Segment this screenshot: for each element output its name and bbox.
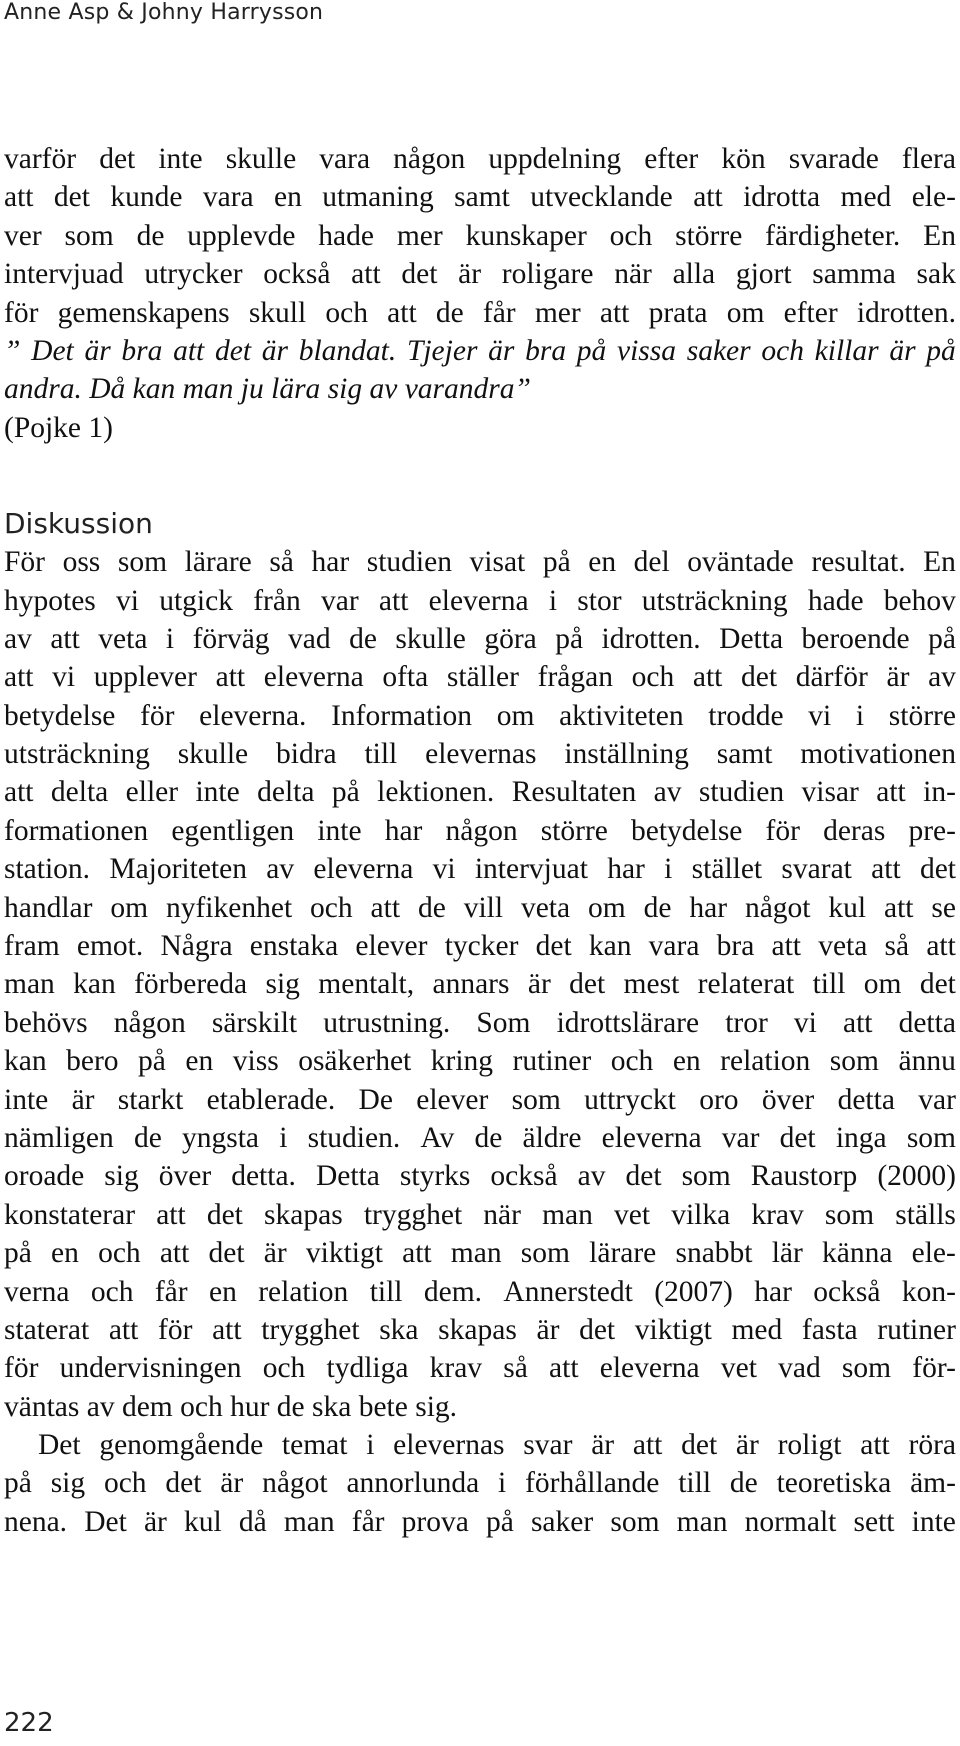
text-line: För oss som lärare så har studien visat på en del oväntade resultat. En (4, 546, 956, 579)
text-line: kan bero på en viss osäkerhet kring rutiner och en relation som ännu (4, 1045, 956, 1078)
text-line: nämligen de yngsta i studien. Av de äldre eleverna var det inga som (4, 1121, 956, 1154)
text-line: väntas av dem och hur de ska bete sig. (4, 1390, 458, 1423)
text-line: inte är starkt etablerade. De elever som uttryckt oro över detta var (4, 1083, 956, 1116)
quote-source: (Pojke 1) (4, 411, 113, 444)
text-line: för gemenskapens skull och att de får mer att prata om efter idrotten. (4, 296, 956, 329)
text-line: för undervisningen och tydliga krav så att eleverna vet vad som för- (4, 1352, 956, 1385)
quote-line: ” Det är bra att det är blandat. Tjejer är bra på vissa saker och killar är på (4, 334, 956, 367)
section-heading: Diskussion (4, 506, 153, 540)
text-line: staterat att för att trygghet ska skapas är det viktigt med fasta rutiner (4, 1313, 956, 1346)
text-line: oroade sig över detta. Detta styrks också av det som Raustorp (2000) (4, 1160, 956, 1193)
text-line: på sig och det är något annorlunda i förhållande till de teoretiska äm- (4, 1467, 956, 1500)
text-line: av att veta i förväg vad de skulle göra på idrotten. Detta beroende på (4, 622, 956, 655)
text-line: hypotes vi utgick från var att eleverna i stor utsträckning hade behov (4, 584, 956, 617)
text-line: att vi upplever att eleverna ofta ställer frågan och att det därför är av (4, 661, 956, 694)
body-text (4, 140, 956, 1541)
quote-line: andra. Då kan man ju lära sig av varandra” (4, 373, 531, 406)
running-header: Anne Asp & Johny Harrysson (4, 0, 324, 25)
text-line: man kan förbereda sig mentalt, annars är det mest relaterat till om det (4, 968, 956, 1001)
text-line: konstaterar att det skapas trygghet när man vet vilka krav som ställs (4, 1198, 956, 1231)
text-line: att delta eller inte delta på lektionen. Resultaten av studien visar att in- (4, 776, 956, 809)
text-line: intervjuad utrycker också att det är roligare när alla gjort samma sak (4, 258, 956, 291)
paragraph-3 (4, 1426, 956, 1541)
text-line: på en och att det är viktigt att man som lärare snabbt lär känna ele- (4, 1237, 956, 1270)
text-line: nena. Det är kul då man får prova på saker som man normalt sett inte (4, 1505, 956, 1538)
page-number: 222 (4, 1708, 54, 1738)
text-line: betydelse för eleverna. Information om aktiviteten trodde vi i större (4, 699, 956, 732)
text-line: utsträckning skulle bidra till elevernas inställning samt motivationen (4, 738, 956, 771)
text-line: fram emot. Några enstaka elever tycker det kan vara bra att veta så att (4, 930, 956, 963)
paragraph-2 (4, 543, 956, 1426)
spacer (4, 447, 956, 505)
text-line: station. Majoriteten av eleverna vi intervjuat har i stället svarat att det (4, 853, 956, 886)
text-line: behövs någon särskilt utrustning. Som idrottslärare tror vi att detta (4, 1006, 956, 1039)
text-line: ver som de upplevde hade mer kunskaper och större färdigheter. En (4, 219, 956, 252)
paragraph-1 (4, 140, 956, 332)
text-line: formationen egentligen inte har någon större betydelse för deras pre- (4, 814, 956, 847)
text-line: varför det inte skulle vara någon uppdelning efter kön svarade flera (4, 143, 956, 175)
text-line: handlar om nyfikenhet och att de vill veta om de har något kul att se (4, 891, 956, 924)
text-line: Det genomgående temat i elevernas svar är att det är roligt att röra (38, 1429, 956, 1462)
text-line: verna och får en relation till dem. Annerstedt (2007) har också kon- (4, 1275, 956, 1308)
block-quote (4, 332, 956, 447)
text-line: att det kunde vara en utmaning samt utvecklande att idrotta med ele- (4, 181, 956, 214)
